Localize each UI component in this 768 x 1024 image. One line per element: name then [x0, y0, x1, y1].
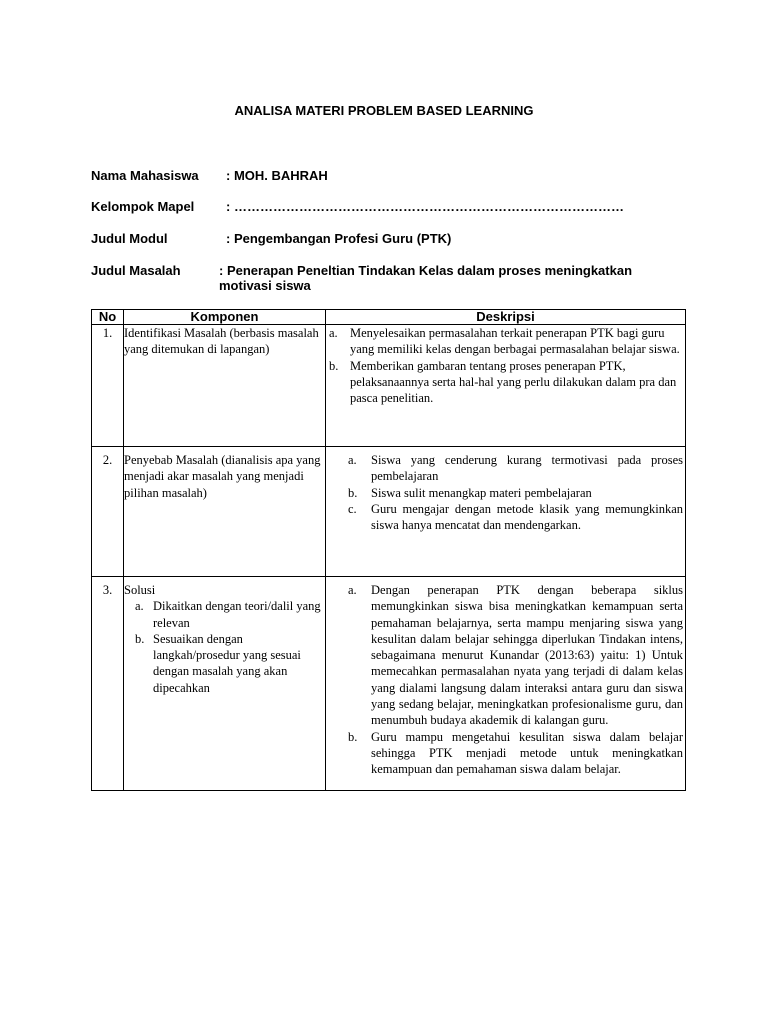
list-item-text: Dengan penerapan PTK dengan beberapa siklus memungkinkan siswa bisa meningkatkan kemampuan serta pemahaman belajarnya, serta mampu menjaring siswa yang kesulitan dalam belajar sehingga diperlukan Tindakan intens, sebagaimana menurut Kunandar (2013:63) yaitu: 1) Untuk memecahkan permasalahan nyata yang terjadi di dalam kelas yang dialami langsung dalam interaksi antara guru dan siswa yang sedang belajar, meningkatkan profesionalisme guru, dan menumbuh budaya akademik di kalangan guru. [371, 583, 683, 728]
deskripsi-list [326, 325, 685, 406]
field-value: : Penerapan Peneltian Tindakan Kelas dalam proses meningkatkan [219, 263, 633, 278]
list-item-text: Dikaitkan dengan teori/dalil yang relevan [153, 599, 321, 630]
list-item [326, 485, 683, 501]
table-row [92, 447, 686, 577]
list-marker: a. [329, 326, 338, 340]
field-nama-mahasiswa [91, 168, 328, 183]
field-value-continued: motivasi siswa [219, 278, 311, 293]
field-value: : Pengembangan Profesi Guru (PTK) [226, 231, 452, 246]
column-header-no: No [92, 310, 124, 325]
field-kelompok-mapel [91, 199, 624, 214]
field-label: Kelompok Mapel [91, 199, 195, 214]
field-value: : ……………………………………………………………………………… [226, 199, 624, 214]
row-deskripsi [326, 447, 686, 577]
analysis-table [91, 309, 686, 791]
list-marker: a. [348, 583, 357, 597]
list-marker: c. [348, 501, 357, 516]
column-header-deskripsi: Deskripsi [326, 310, 686, 325]
komponen-sub-list [124, 598, 325, 696]
list-marker: a. [135, 599, 144, 614]
list-marker: b. [135, 631, 145, 646]
row-deskripsi [326, 577, 686, 791]
row-komponen: Penyebab Masalah (dianalisis apa yang menjadi akar masalah yang menjadi pilihan masalah) [124, 447, 326, 577]
field-value: : MOH. BAHRAH [226, 168, 328, 183]
list-marker: b. [348, 485, 358, 500]
field-label: Judul Modul [91, 231, 168, 246]
list-marker: b. [348, 729, 358, 744]
list-item [326, 582, 683, 729]
row-komponen [124, 577, 326, 791]
list-marker: b. [329, 358, 339, 373]
list-item-text: Sesuaikan dengan langkah/prosedur yang sesuai dengan masalah yang akan dipecahkan [153, 631, 301, 695]
table-row [92, 577, 686, 791]
field-judul-masalah [91, 263, 633, 293]
list-item-text: Guru mampu mengetahui kesulitan siswa dalam belajar sehingga PTK menjadi metode untuk meningkatkan kemampuan dan pemahaman siswa dalam belajar. [371, 729, 683, 777]
document-title: ANALISA MATERI PROBLEM BASED LEARNING [234, 103, 534, 118]
list-item-text: Guru mengajar dengan metode klasik yang memungkinkan siswa hanya mencatat dan mendengarkan. [371, 501, 683, 533]
row-number: 3. [92, 577, 124, 791]
list-item-text: Memberikan gambaran tentang proses penerapan PTK, pelaksanaannya serta hal-hal yang perlu dilakukan dalam pra dan pasca penelitian. [350, 358, 677, 406]
list-item [124, 598, 325, 631]
list-item-text: Siswa yang cenderung kurang termotivasi pada proses pembelajaran [371, 453, 683, 484]
field-label: Judul Masalah [91, 263, 181, 278]
komponen-heading: Solusi [124, 583, 156, 597]
row-komponen: Identifikasi Masalah (berbasis masalah yang ditemukan di lapangan) [124, 325, 326, 447]
deskripsi-list [326, 582, 685, 778]
list-item [326, 452, 683, 485]
list-item [326, 358, 685, 407]
list-item [326, 501, 683, 534]
row-deskripsi [326, 325, 686, 447]
list-item-text: Menyelesaikan permasalahan terkait penerapan PTK bagi guru yang memiliki kelas dengan berbagai permasalahan belajar siswa. [350, 326, 680, 357]
deskripsi-list [326, 452, 685, 533]
field-judul-modul [91, 231, 452, 246]
row-number: 2. [92, 447, 124, 577]
field-label: Nama Mahasiswa [91, 168, 199, 183]
table-row [92, 325, 686, 447]
row-number: 1. [92, 325, 124, 447]
list-item [326, 729, 683, 778]
list-item [326, 325, 685, 358]
list-marker: a. [348, 453, 357, 467]
column-header-komponen: Komponen [124, 310, 326, 325]
table-header-row [92, 310, 686, 325]
list-item-text: Siswa sulit menangkap materi pembelajaran [371, 485, 592, 500]
list-item [124, 631, 325, 696]
